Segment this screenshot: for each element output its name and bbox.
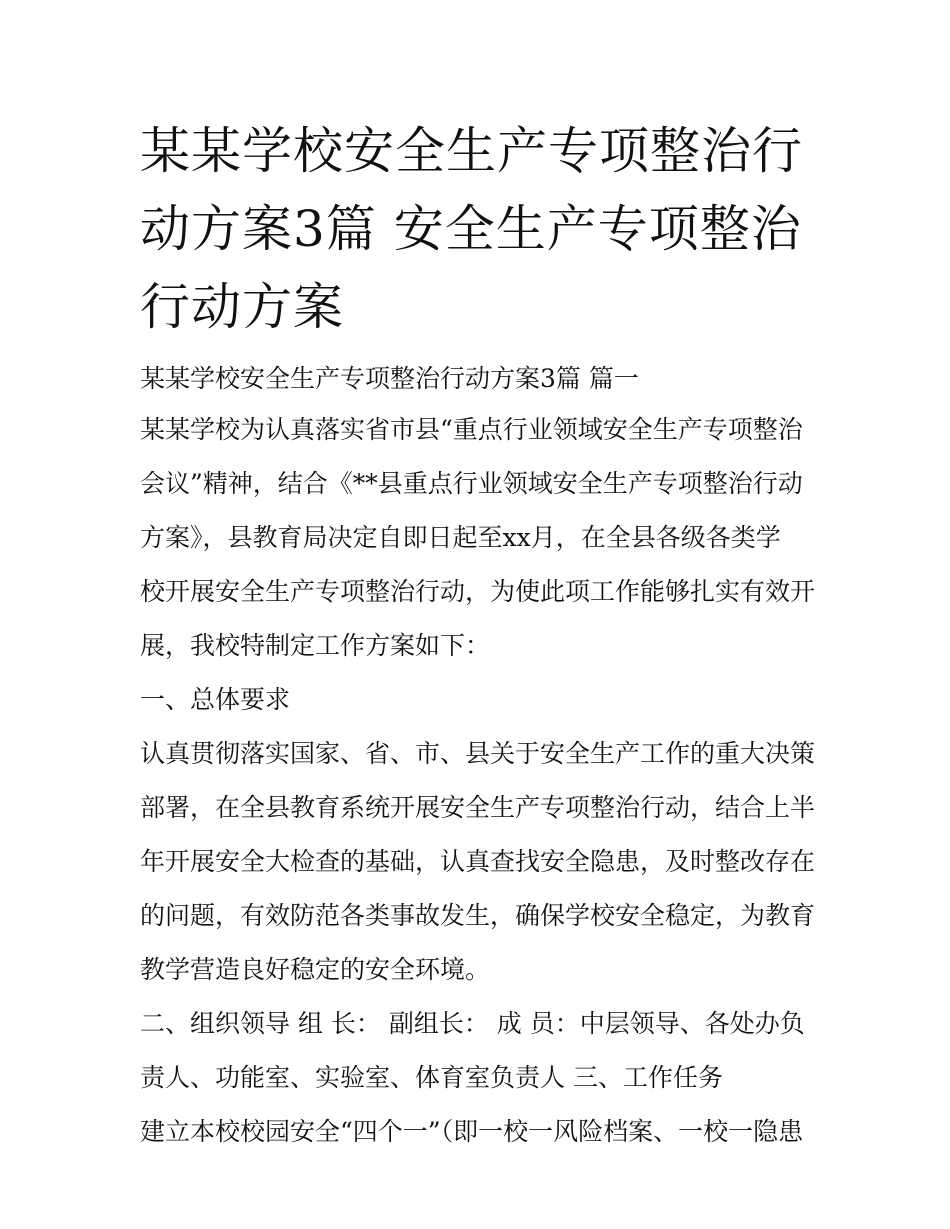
paragraph-line: 会议”精神，结合《**县重点行业领域安全生产专项整治行动 bbox=[140, 469, 803, 498]
paragraph-line: 校开展安全生产专项整治行动，为使此项工作能够扎实有效开 bbox=[140, 577, 816, 606]
paragraph-line: 的问题，有效防范各类事故发生，确保学校安全稳定，为教育 bbox=[140, 901, 816, 930]
title-line: 行动方案 bbox=[140, 278, 344, 336]
paragraph-line: 年开展安全大检查的基础，认真查找安全隐患，及时整改存在 bbox=[140, 847, 816, 876]
paragraph-line: 展，我校特制定工作方案如下： bbox=[140, 631, 491, 660]
paragraph-line: 教学营造良好稳定的安全环境。 bbox=[140, 955, 491, 984]
title-line: 某某学校安全生产专项整治行 bbox=[140, 122, 803, 180]
title-line: 动方案3篇 安全生产专项整治 bbox=[140, 200, 802, 258]
paragraph-line: 认真贯彻落实国家、省、市、县关于安全生产工作的重大决策 bbox=[140, 739, 816, 768]
paragraph-line: 二、组织领导 组 长： 副组长： 成 员：中层领导、各处办负 bbox=[140, 1009, 805, 1038]
paragraph-line: 某某学校为认真落实省市县“重点行业领域安全生产专项整治 bbox=[140, 415, 803, 444]
paragraph-line: 方案》，县教育局决定自即日起至xx月，在全县各级各类学 bbox=[140, 523, 781, 552]
section-heading: 一、总体要求 bbox=[140, 685, 291, 714]
paragraph-line: 建立本校校园安全“四个一”（即一校一风险档案、一校一隐患 bbox=[140, 1117, 804, 1146]
paragraph-line: 责人、功能室、实验室、体育室负责人 三、工作任务 bbox=[140, 1063, 723, 1092]
section-subtitle: 某某学校安全生产专项整治行动方案3篇 篇一 bbox=[140, 364, 639, 393]
document-title bbox=[140, 112, 820, 346]
document-body bbox=[140, 357, 820, 1159]
paragraph-line: 部署，在全县教育系统开展安全生产专项整治行动，结合上半 bbox=[140, 793, 816, 822]
